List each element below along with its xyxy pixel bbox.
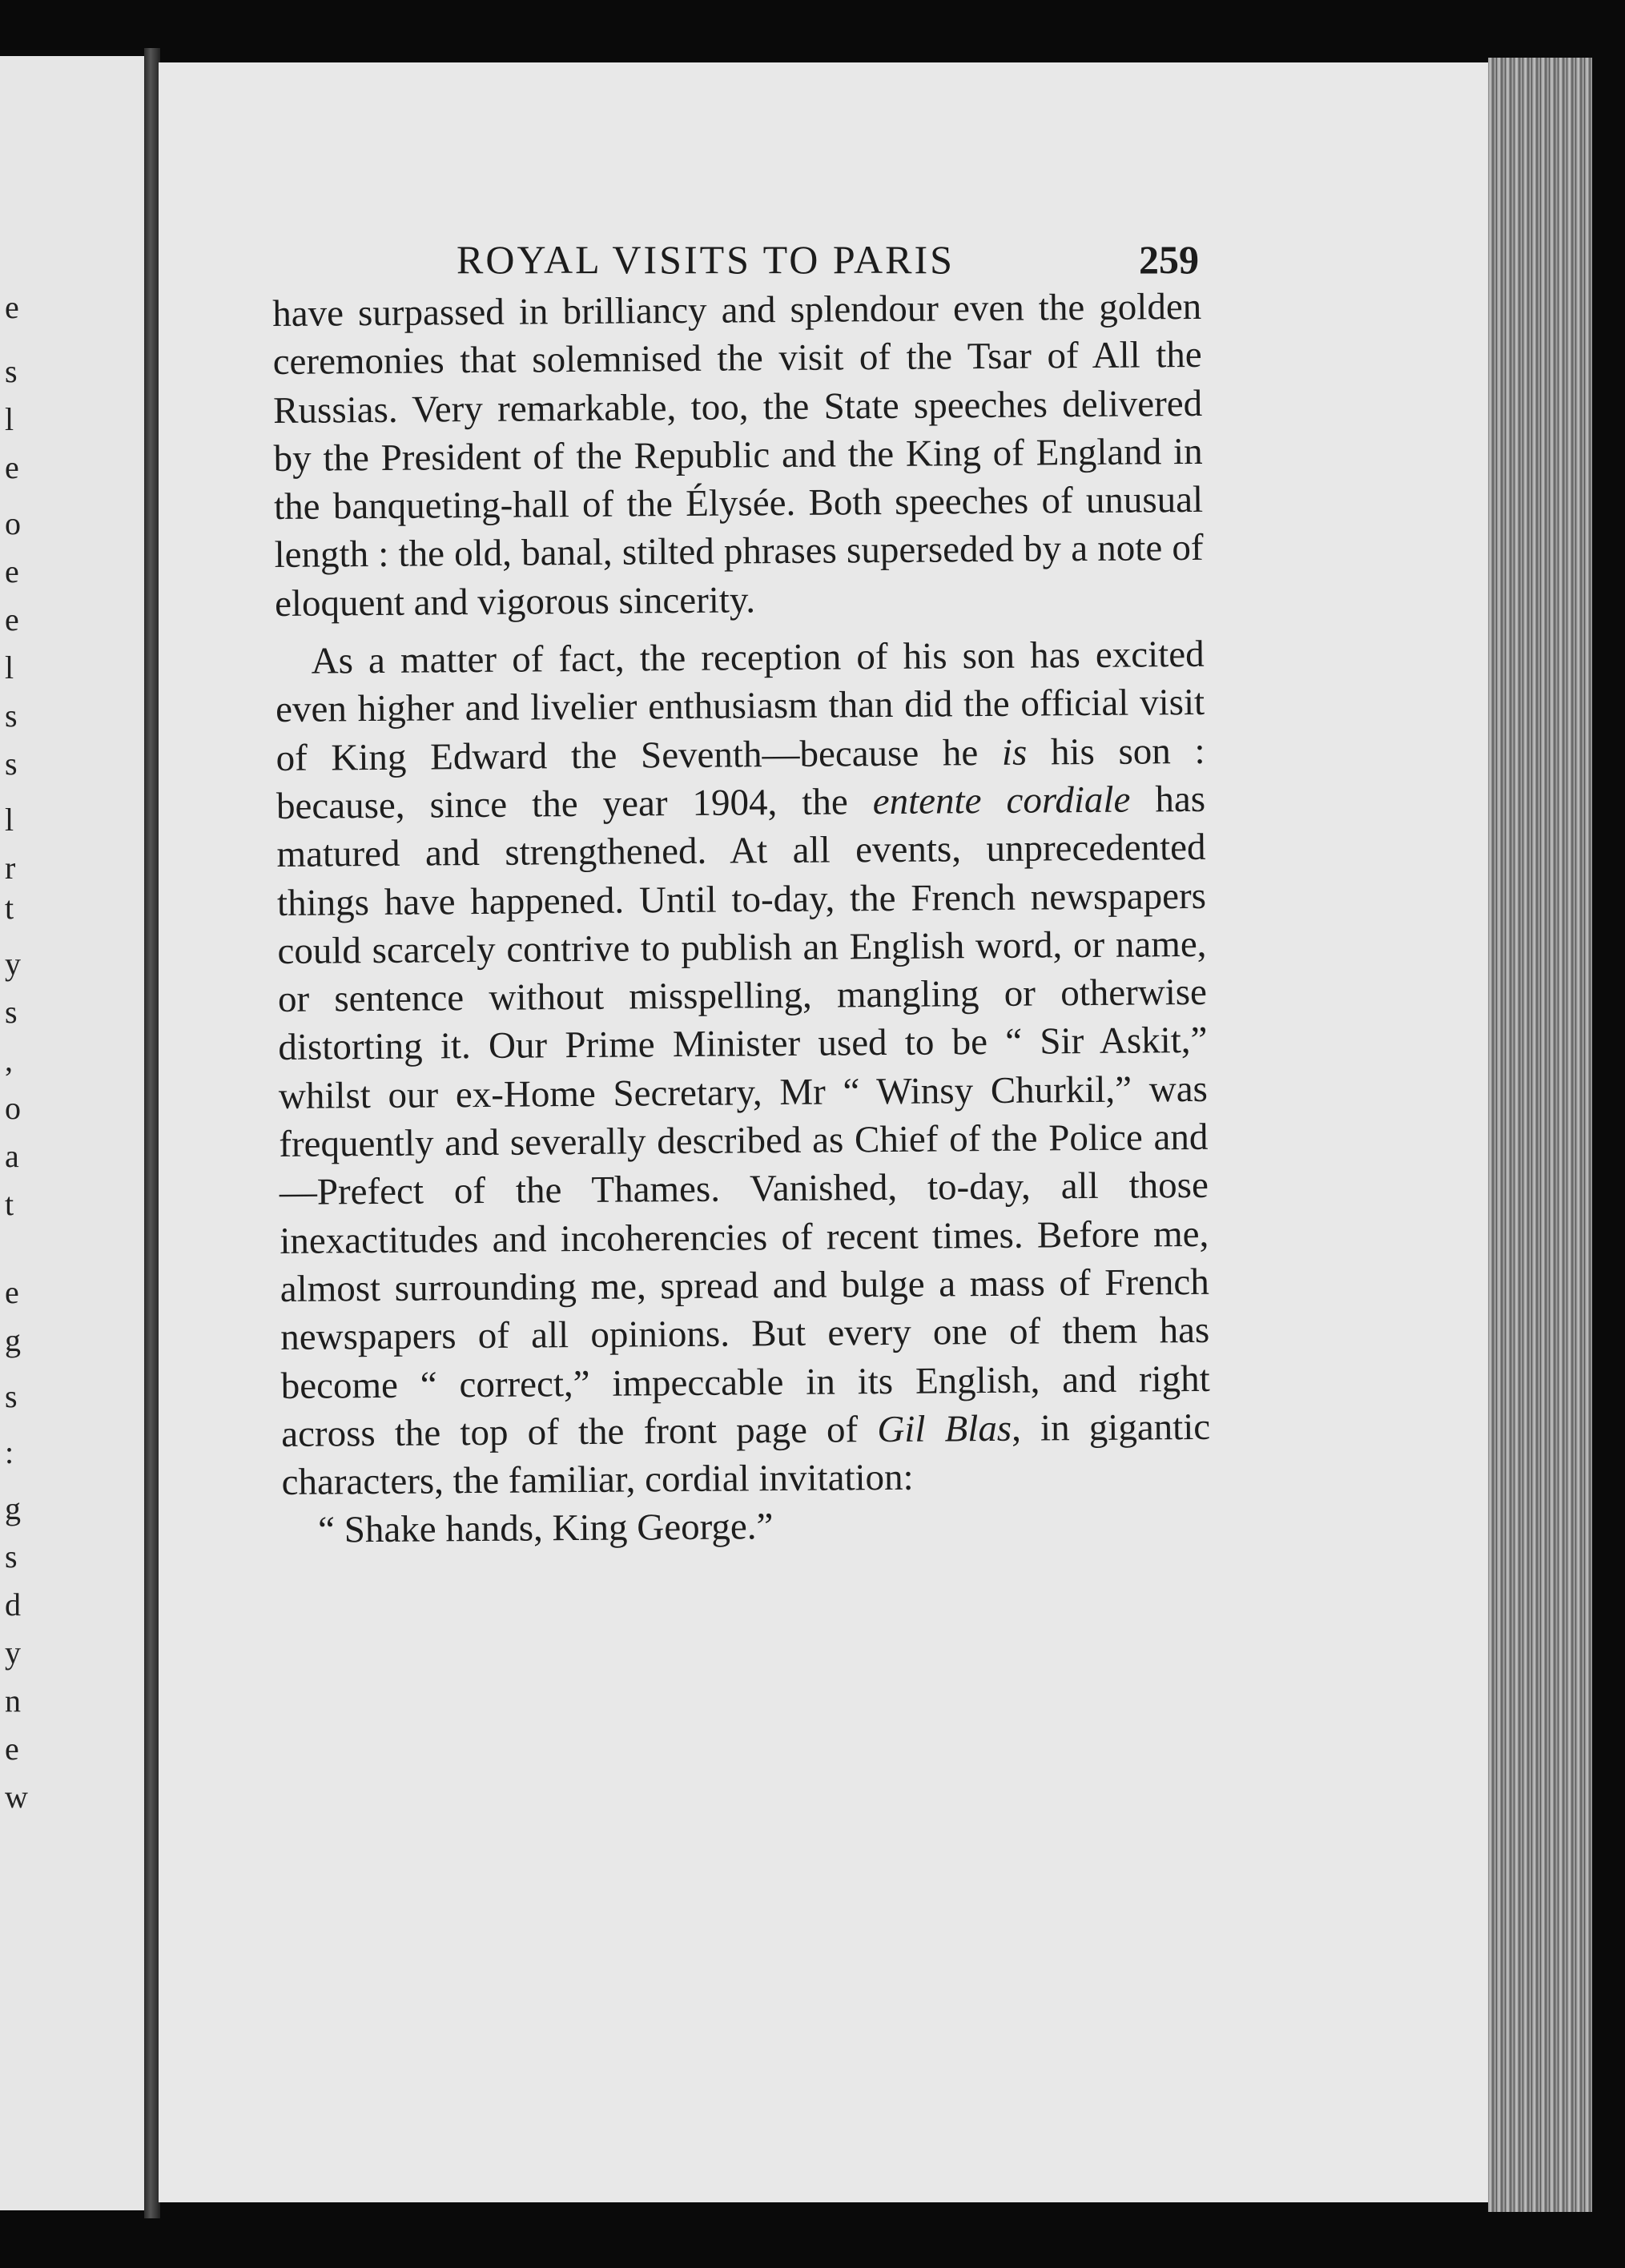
facing-page-letter: s: [5, 1378, 18, 1414]
page-edges: [1488, 58, 1592, 2212]
facing-page-letter: g: [5, 1490, 21, 1526]
facing-page-letter: s: [5, 746, 18, 782]
facing-page-letter: l: [5, 649, 14, 686]
facing-page-letter: o: [5, 1090, 21, 1126]
facing-page-letter: s: [5, 353, 18, 389]
running-title: ROYAL VISITS TO PARIS: [457, 237, 955, 282]
facing-page-letter: t: [5, 1186, 14, 1222]
facing-page-letter: s: [5, 698, 18, 734]
facing-page-letter: e: [5, 553, 19, 589]
emphasis-entente-cordiale: entente cordiale: [872, 778, 1131, 823]
book-gutter: [144, 48, 160, 2218]
emphasis-is: is: [1001, 731, 1028, 774]
facing-page-line-endings: [0, 56, 148, 2210]
facing-page-letter: a: [5, 1138, 19, 1174]
facing-page-letter: s: [5, 994, 18, 1030]
facing-page-letter: e: [5, 449, 19, 485]
facing-page-letter: r: [5, 850, 16, 886]
facing-page-letter: e: [5, 1731, 19, 1767]
facing-page-letter: l: [5, 401, 14, 437]
facing-page-letter: n: [5, 1683, 21, 1719]
facing-page-letter: w: [5, 1779, 28, 1815]
facing-page-sliver: [0, 56, 148, 2210]
body-text: [272, 283, 1211, 1555]
facing-page-letter: s: [5, 1538, 18, 1574]
facing-page-letter: l: [5, 802, 14, 838]
page-number: 259: [1139, 237, 1199, 282]
facing-page-letter: o: [5, 505, 21, 541]
paragraph-2-part-a: As a matter of fact, the reception of his son has excited even higher and livelier enthusiasm than did the official visit of King Edward the Seventh—because he: [275, 633, 1205, 779]
paragraph-2-part-b: his son : because, since the year 1904, the: [276, 730, 1205, 827]
facing-page-letter: t: [5, 890, 14, 926]
paragraph-2-part-c: has matured and strengthened. At all events, unprecedented things have happened. Until to-day, the French newspapers could scarcely contrive to publish an English word, or name, or sentence without misspelling, mangling or otherwise distorting it. Our Prime Minister used to be “ Sir Askit,” whilst our ex-Home Secretary, Mr “ Winsy Churkil,” was frequently and severally described as Chief of the Police and—Prefect of the Thames. Vanished, to-day, all those inexactitudes and incoherencies of recent times. Before me, almost surrounding me, spread and bulge a mass of French newspapers of all opinions. But every one of them has become “ correct,” impeccable in its English, and right across the top of the front page of: [276, 778, 1210, 1455]
facing-page-letter: :: [5, 1434, 14, 1470]
facing-page-letter: y: [5, 1635, 21, 1671]
facing-page-letter: ,: [5, 1042, 13, 1078]
facing-page-letter: g: [5, 1322, 21, 1358]
facing-page-letter: d: [5, 1586, 21, 1623]
facing-page-letter: e: [5, 289, 19, 325]
facing-page-letter: y: [5, 946, 21, 982]
facing-page-letter: e: [5, 601, 19, 637]
paragraph-1: have surpassed in brilliancy and splendour even the golden ceremonies that solemnised the visit of the Tsar of All the Russias. Very remarkable, too, the State speeches delivered by the President of the Republic and the King of England in the banqueting-hall of the Élysée. Both speeches of unusual length : the old, banal, stilted phrases superseded by a note of eloquent and vigorous sincerity.: [272, 285, 1204, 625]
emphasis-gil-blas: Gil Blas: [877, 1407, 1012, 1450]
facing-page-letter: e: [5, 1274, 19, 1310]
paragraph-2-part-d: , in gigantic characters, the familiar, cordial invitation:: [281, 1405, 1211, 1504]
closing-quote: “ Shake hands, King George.”: [317, 1506, 774, 1552]
paragraph-2: [275, 630, 1210, 1506]
